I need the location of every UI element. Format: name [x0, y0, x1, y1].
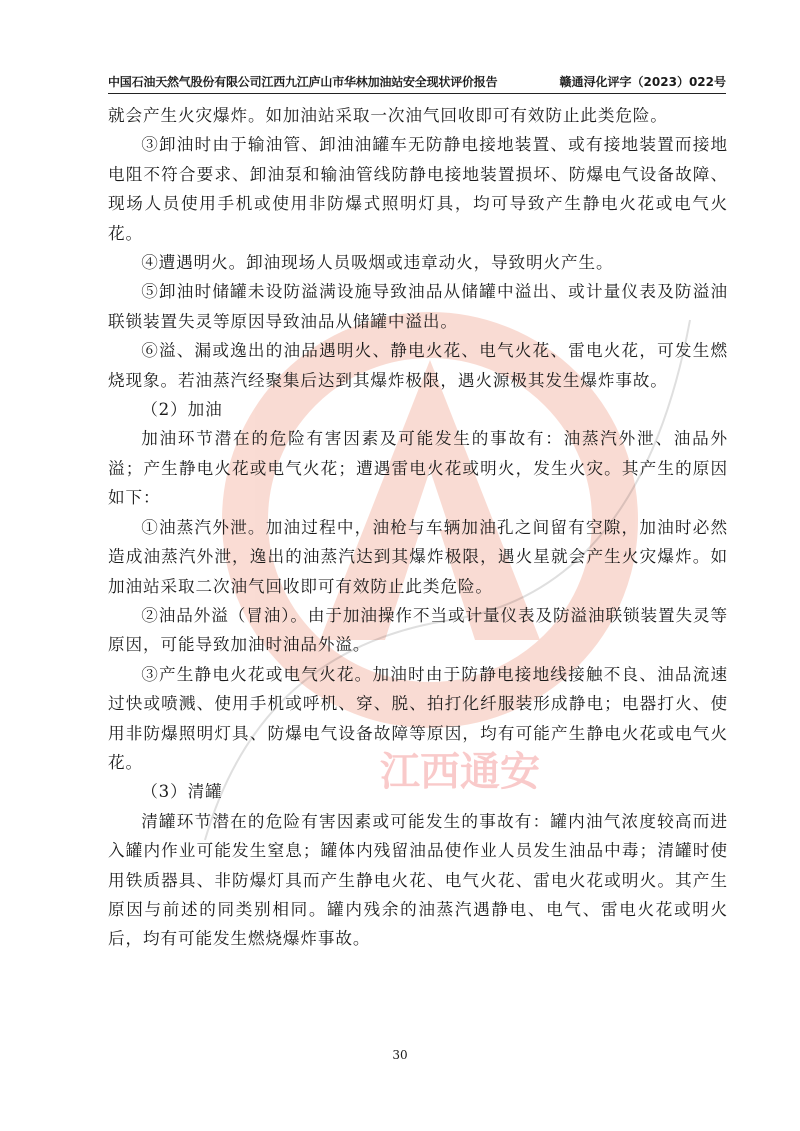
paragraph: （3）清罐: [141, 782, 223, 802]
paragraph: ⑥溢、漏或逸出的油品遇明火、静电火花、电气火花、雷电火花，可发生燃烧现象。若油蒸汽经聚集后达到其爆炸极限，遇火源极其发生爆炸事故。: [108, 341, 728, 390]
seal-center-text: 江西通安: [380, 749, 540, 795]
page-header: [108, 70, 726, 94]
paragraph: ⑤卸油时储罐未设防溢满设施导致油品从储罐中溢出、或计量仪表及防溢油联锁装置失灵等原因导致油品从储罐中溢出。: [108, 282, 728, 331]
paragraph: 清罐环节潜在的危险有害因素或可能发生的事故有：罐内油气浓度较高而进入罐内作业可能发生窒息；罐体内残留油品使作业人员发生油品中毒；清罐时使用铁质器具、非防爆灯具而产生静电火花、电气火花、雷电火花或明火。其产生原因与前述的同类别相同。罐内残余的油蒸汽遇静电、电气、雷电火花或明火后，均有可能发生燃烧爆炸事故。: [108, 811, 728, 949]
report-number: 赣通浔化评字（2023）022号: [559, 75, 726, 89]
paragraph: 就会产生火灾爆炸。如加油站采取一次油气回收即可有效防止此类危险。: [108, 106, 668, 125]
paragraph: ①油蒸汽外泄。加油过程中，油枪与车辆加油孔之间留有空隙，加油时必然造成油蒸汽外泄，逸出的油蒸汽达到其爆炸极限，遇火星就会产生火灾爆炸。如加油站采取二次油气回收即可有效防止此类危险。: [108, 517, 728, 596]
paragraph: 加油环节潜在的危险有害因素及可能发生的事故有：油蒸汽外泄、油品外溢；产生静电火花或电气火花；遭遇雷电火花或明火，发生火灾。其产生的原因如下：: [108, 429, 728, 508]
report-title: 中国石油天然气股份有限公司江西九江庐山市华林加油站安全现状评价报告: [108, 75, 498, 89]
paragraph: ③卸油时由于输油管、卸油油罐车无防静电接地装置、或有接地装置而接地电阻不符合要求、卸油泵和输油管线防静电接地装置损坏、防爆电气设备故障、现场人员使用手机或使用非防爆式照明灯具，均可导致产生静电火花或电气火花。: [108, 135, 728, 243]
page-number: 30: [392, 1048, 408, 1062]
paragraph: ④遭遇明火。卸油现场人员吸烟或违章动火，导致明火产生。: [141, 253, 614, 273]
body-text: [108, 101, 728, 954]
paragraph: ③产生静电火花或电气火花。加油时由于防静电接地线接触不良、油品流速过快或喷溅、使用手机或呼机、穿、脱、拍打化纤服装形成静电；电器打火、使用非防爆照明灯具、防爆电气设备故障等原因，均有可能产生静电火花或电气火花。: [108, 664, 728, 772]
paragraph: ②油品外溢（冒油）。由于加油操作不当或计量仪表及防溢油联锁装置失灵等原因，可能导致加油时油品外溢。: [108, 605, 728, 655]
paragraph: （2）加油: [141, 400, 223, 420]
